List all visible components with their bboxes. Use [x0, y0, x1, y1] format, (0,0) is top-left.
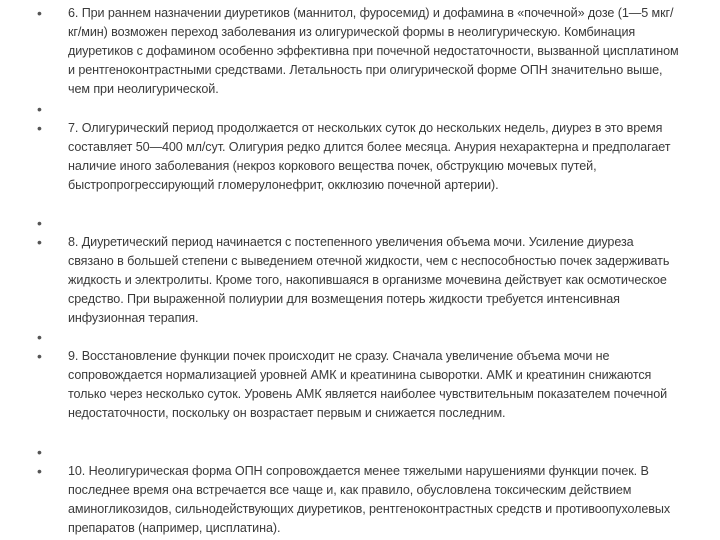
- bullet-icon: •: [37, 444, 42, 460]
- bullet-icon: •: [37, 215, 42, 231]
- bullet-icon: •: [37, 120, 42, 136]
- paragraph-7: 7. Олигурический период продолжается от нескольких суток до нескольких недель, диурез в это время составляет 50—400 мл/сут. Олигурия редко длится более месяца. Анурия нехарактерна и предполагает наличие иного заболевания (некроз коркового вещества почек, обструкцию мочевых путей, быстропрогрессирующий гломерулонефрит, окклюзию почечной артерии).: [68, 121, 671, 192]
- bullet-icon: •: [37, 329, 42, 345]
- paragraph-9: 9. Восстановление функции почек происходит не сразу. Сначала увеличение объема мочи не сопровождается нормализацией уровней АМК и креатинина сыворотки. АМК и креатинин снижаются только через несколько суток. Уровень АМК является наиболее чувствительным показателем почечной недостаточности, поскольку он возрастает первым и снижается последним.: [68, 349, 668, 420]
- bullet-icon: •: [37, 5, 42, 21]
- paragraph-8: 8. Диуретический период начинается с постепенного увеличения объема мочи. Усиление диуреза связано в большей степени с выведением отечной жидкости, чем с неспособностью почек задерживать жидкость и электролиты. Кроме того, накопившаяся в организме мочевина действует как осмотическое средство. При выраженной полиурии для возмещения потерь жидкости требуется интенсивная инфузионная терапия.: [68, 235, 670, 325]
- bullet-icon: •: [37, 463, 42, 479]
- bullet-icon: •: [37, 101, 42, 117]
- paragraph-6: 6. При раннем назначении диуретиков (маннитол, фуросемид) и дофамина в «почечной» дозе (1—5 мкг/кг/мин) возможен переход заболевания из олигурической формы в неолигурическую. Комбинация диуретиков с дофамином особенно эффективна при почечной недостаточности, вызванной цисплатином и рентгеноконтрастными средствами. Летальность при олигурической форме ОПН значительно выше, чем при неолигурической.: [68, 6, 679, 96]
- bullet-icon: •: [37, 348, 42, 364]
- bullet-icon: •: [37, 234, 42, 250]
- paragraph-10: 10. Неолигурическая форма ОПН сопровождается менее тяжелыми нарушениями функции почек. В последнее время она встречается все чаще и, как правило, обусловлена токсическим действием аминогликозидов, сильнодействующих диуретиков, рентгеноконтрастных средств и противоопухолевых препаратов (например, цисплатина).: [68, 464, 671, 535]
